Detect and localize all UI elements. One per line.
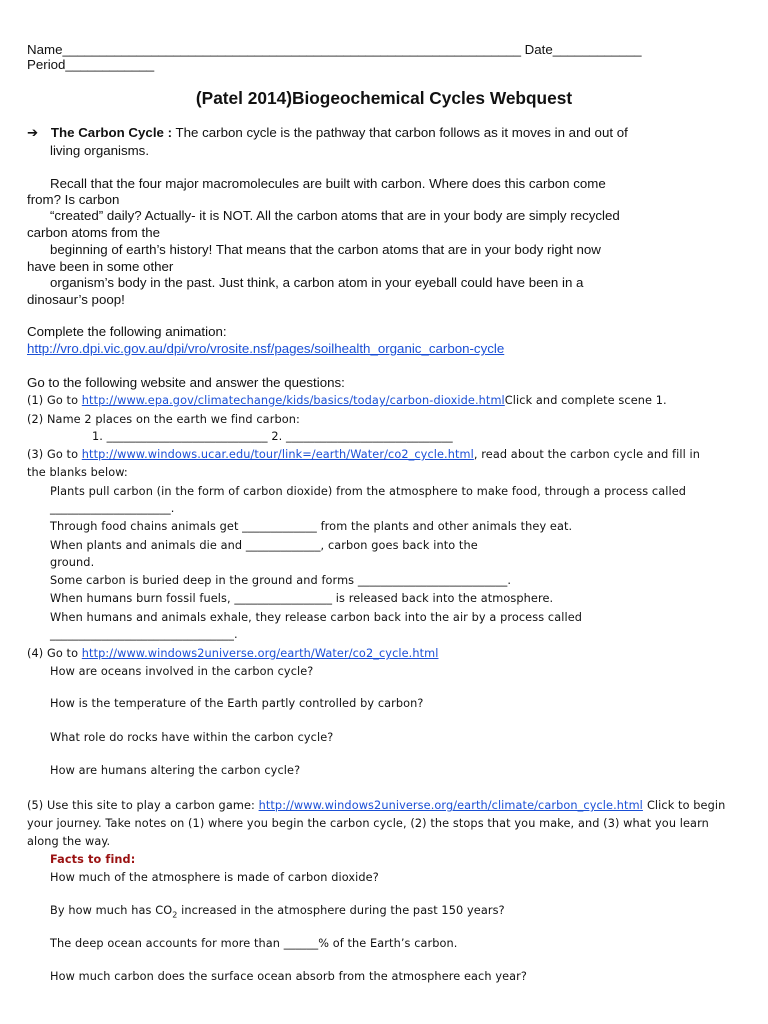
fact-question (50, 904, 505, 919)
recall-paragraph-line: organism’s body in the past. Just think, a carbon atom in your eyeball could have been in a (50, 275, 584, 290)
question-4 (27, 647, 439, 660)
carbon-game-link[interactable]: http://www.windows2universe.org/earth/climate/carbon_cycle.html (258, 799, 643, 812)
fact-co2-prefix: By how much has CO (50, 904, 173, 917)
question-4-prefix: (4) Go to (27, 647, 82, 660)
fact-co2-suffix: increased in the atmosphere during the past 150 years? (177, 904, 505, 917)
question-5-cont: your journey. Take notes on (1) where you begin the carbon cycle, (2) the stops that you make, and (3) what you learn (27, 817, 709, 830)
fact-question: How much of the atmosphere is made of carbon dioxide? (50, 871, 379, 884)
question-5-prefix: (5) Use this site to play a carbon game: (27, 799, 259, 812)
ucar-link[interactable]: http://www.windows.ucar.edu/tour/link=/earth/Water/co2_cycle.html (81, 448, 474, 461)
epa-link[interactable]: http://www.epa.gov/climatechange/kids/basics/today/carbon-dioxide.html (81, 394, 505, 407)
question-3-prefix: (3) Go to (27, 448, 82, 461)
arrow-icon: ➔ (27, 125, 39, 140)
question-1 (27, 394, 667, 407)
animation-label: Complete the following animation: (27, 324, 227, 339)
instructions: Go to the following website and answer the questions: (27, 375, 345, 390)
question-3 (27, 448, 700, 461)
fill-in-line[interactable]: Through food chains animals get _____________ from the plants and other animals they eat. (50, 520, 573, 533)
carbon-cycle-definition-cont: living organisms. (50, 143, 150, 158)
carbon-cycle-heading: The Carbon Cycle : (50, 125, 173, 140)
question-5-suffix: Click to begin (646, 799, 726, 812)
facts-heading: Facts to find: (50, 853, 136, 866)
question-5 (27, 799, 725, 812)
fill-in-line: ground. (50, 556, 95, 569)
fill-in-line[interactable]: Some carbon is buried deep in the ground and forms __________________________. (50, 574, 512, 587)
question-3-cont: the blanks below: (27, 466, 128, 479)
question-4-item: How are humans altering the carbon cycle? (50, 764, 301, 777)
question-5-cont: along the way. (27, 835, 111, 848)
question-2-blanks[interactable]: 1. ____________________________ 2. _____________________________ (92, 430, 453, 443)
recall-paragraph-line: Recall that the four major macromolecules are built with carbon. Where does this carbon come (50, 176, 606, 191)
recall-paragraph-line: have been in some other (27, 259, 174, 274)
question-4-item: How is the temperature of the Earth partly controlled by carbon? (50, 697, 424, 710)
recall-paragraph-line: “created” daily? Actually- it is NOT. All the carbon atoms that are in your body are simply recycled (50, 208, 620, 223)
question-3-suffix: , read about the carbon cycle and fill in (473, 448, 701, 461)
fill-in-line[interactable]: When plants and animals die and _____________, carbon goes back into the (50, 539, 478, 552)
fact-question: How much carbon does the surface ocean absorb from the atmosphere each year? (50, 970, 528, 983)
page-title: (Patel 2014)Biogeochemical Cycles Webquest (195, 88, 573, 108)
carbon-cycle-definition (27, 125, 628, 141)
recall-paragraph-line: dinosaur’s poop! (27, 292, 125, 307)
fact-question[interactable]: The deep ocean accounts for more than ______% of the Earth’s carbon. (50, 937, 458, 950)
co2-subscript: 2 (172, 910, 178, 920)
question-2: (2) Name 2 places on the earth we find carbon: (27, 413, 300, 426)
recall-paragraph-line: carbon atoms from the (27, 225, 161, 240)
question-1-prefix: (1) Go to (27, 394, 82, 407)
period-line[interactable]: Period____________ (27, 57, 155, 72)
animation-link[interactable]: http://vro.dpi.vic.gov.au/dpi/vro/vrosite.nsf/pages/soilhealth_organic_carbon-cycle (27, 341, 505, 356)
fill-in-line[interactable]: When humans burn fossil fuels, _________________ is released back into the atmosphere. (50, 592, 554, 605)
question-4-item: How are oceans involved in the carbon cycle? (50, 665, 314, 678)
fill-in-blank[interactable]: ________________________________. (50, 628, 238, 641)
name-date-line[interactable]: Name______________________________________________________________ Date____________ (27, 42, 642, 57)
windows2universe-water-link[interactable]: http://www.windows2universe.org/earth/Water/co2_cycle.html (81, 647, 439, 660)
recall-paragraph-line: from? Is carbon (27, 192, 120, 207)
fill-in-blank[interactable]: _____________________. (50, 502, 175, 515)
question-1-suffix: Click and complete scene 1. (504, 394, 667, 407)
fill-in-line: Plants pull carbon (in the form of carbon dioxide) from the atmosphere to make food, through a process called (50, 485, 687, 498)
recall-paragraph-line: beginning of earth’s history! That means that the carbon atoms that are in your body right now (50, 242, 601, 257)
fill-in-line: When humans and animals exhale, they release carbon back into the air by a process called (50, 611, 583, 624)
carbon-cycle-definition-text: The carbon cycle is the pathway that carbon follows as it moves in and out of (172, 125, 628, 140)
question-4-item: What role do rocks have within the carbon cycle? (50, 731, 334, 744)
